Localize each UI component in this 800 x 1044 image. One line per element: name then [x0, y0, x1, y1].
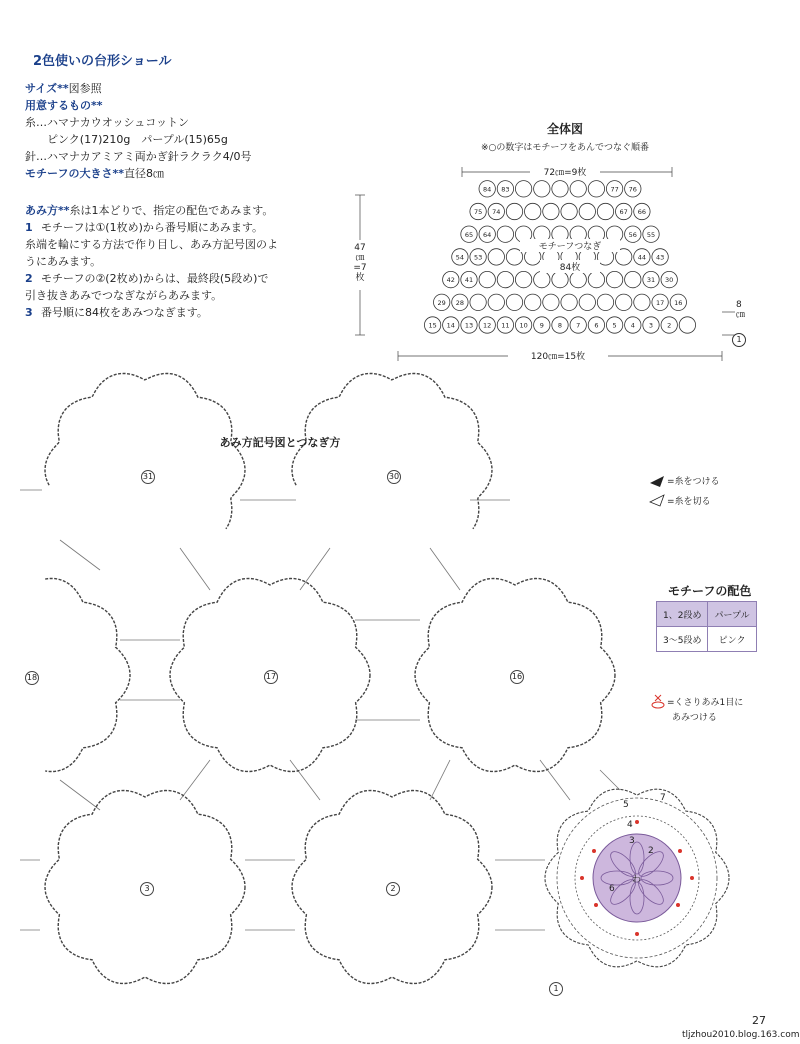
- overview-motif-number: 30: [665, 276, 674, 285]
- step-1-line-3: うにあみます。: [25, 255, 102, 268]
- overview-motif: [634, 294, 650, 310]
- overview-motif: [543, 294, 559, 310]
- overview-motif: [497, 271, 513, 287]
- color-row-1: [657, 602, 757, 627]
- overview-motif: [515, 271, 531, 287]
- overview-motif: [552, 271, 568, 287]
- overview-motif-number: 10: [519, 321, 528, 330]
- overview-motif-number: 17: [655, 298, 665, 307]
- overview-motif-number: 16: [674, 298, 683, 307]
- overview-title: 全体図: [546, 122, 583, 136]
- overview-motif: [497, 226, 513, 242]
- round-label-6: 6: [609, 884, 615, 894]
- overview-motif-number: 55: [646, 230, 656, 239]
- attach-yarn-icon: [650, 476, 664, 487]
- overview-motif: [506, 203, 522, 219]
- motif-size-label: モチーフの大きさ**: [25, 167, 124, 180]
- overview-motif: [525, 294, 541, 310]
- step-2-text: モチーフの②(2枚め)からは、最終段(5段め)で: [41, 272, 269, 285]
- yarn-line: 糸…ハマナカウオッシュコットン: [25, 116, 190, 129]
- overview-motif-number: 31: [646, 276, 656, 285]
- overview-motif-number: 15: [428, 321, 437, 330]
- motif-size-value: 直径8㎝: [123, 167, 164, 180]
- color-row-2-color: ピンク: [708, 627, 756, 652]
- motif-flowers: [45, 374, 615, 984]
- size-label: サイズ**: [25, 82, 69, 95]
- overview-motif-number: 67: [619, 208, 628, 217]
- instructions-intro-text: 糸は1本どりで、指定の配色であみます。: [69, 204, 274, 217]
- step-3-text: 番号順に84枚をあみつなぎます。: [41, 306, 208, 319]
- overview-motif: [506, 294, 522, 310]
- flower-motif-outline: [45, 579, 130, 772]
- overview-motif-number: 66: [637, 208, 647, 217]
- overview-motif-number: 29: [437, 298, 446, 307]
- legend-join-line-2: あみつける: [672, 713, 717, 723]
- overview-motif-number: 42: [446, 276, 455, 285]
- motif-label-31: 31: [141, 470, 155, 484]
- step-1-line-2: 糸端を輪にする方法で作り目し、あみ方記号図のよ: [25, 238, 278, 251]
- overview-motif: [588, 181, 604, 197]
- motif-label-18: 18: [25, 671, 39, 685]
- round-label-7: 7: [660, 793, 666, 803]
- instructions-label: あみ方**: [25, 204, 70, 217]
- overview-motif: [488, 294, 504, 310]
- overview-center-label-1: モチーフつなぎ: [520, 239, 620, 252]
- ring-label: わ: [632, 875, 642, 885]
- overview-motif-grid: [424, 181, 695, 334]
- round-label-5: 5: [623, 800, 629, 810]
- color-table-title: モチーフの配色: [668, 584, 752, 598]
- overview-motif-number: 9: [539, 321, 544, 330]
- overview-motif: [606, 271, 622, 287]
- page-number: 27: [752, 1014, 766, 1027]
- overview-motif-number: 11: [501, 321, 510, 330]
- overview-motif-number: 56: [628, 230, 637, 239]
- overview-motif-number: 75: [473, 208, 483, 217]
- overview-motif: [552, 181, 568, 197]
- overview-center-label-2: 84枚: [540, 260, 600, 273]
- overview-motif-number: 43: [655, 253, 665, 262]
- overview-bottom-width: 120㎝=15枚: [508, 349, 608, 362]
- motif-label-30: 30: [387, 470, 401, 484]
- overview-motif-number: 41: [464, 276, 474, 285]
- round-label-3: 3: [629, 836, 635, 846]
- materials-label: 用意するもの**: [25, 99, 103, 112]
- overview-motif-number: 6: [594, 321, 599, 330]
- legend-cut: =糸を切る: [667, 497, 711, 507]
- step-1-text: モチーフは①(1枚め)から番号順にあみます。: [41, 221, 264, 234]
- color-table: [656, 601, 757, 652]
- motif-label-3: 3: [140, 882, 154, 896]
- overview-motif-number: 76: [628, 185, 637, 194]
- overview-motif: [679, 317, 695, 333]
- overview-motif-number: 7: [576, 321, 581, 330]
- overview-motif-number: 8: [557, 321, 563, 330]
- overview-motif-number: 65: [464, 230, 474, 239]
- step-2-number: 2: [25, 272, 33, 285]
- join-chain-icon: [652, 695, 664, 708]
- yarn-colors: ピンク(17)210g パープル(15)65g: [47, 133, 228, 146]
- page-title: 2色使いの台形ショール: [33, 54, 172, 69]
- round-label-2: 2: [648, 846, 654, 856]
- flower-motif-outline: [45, 374, 245, 529]
- cut-yarn-icon: [650, 495, 664, 506]
- step-3-number: 3: [25, 306, 33, 319]
- legend-join-line-1: =くさりあみ1目に: [667, 698, 744, 708]
- overview-motif: [534, 181, 550, 197]
- step-2-line-2: 引き抜きあみでつなぎながらあみます。: [25, 289, 223, 302]
- overview-motif-number: 83: [501, 185, 510, 194]
- overview-motif: [543, 203, 559, 219]
- step-1-number: 1: [25, 221, 33, 234]
- size-value: 図参照: [68, 82, 102, 95]
- motif-label-2: 2: [386, 882, 400, 896]
- overview-motif-number: 53: [473, 253, 483, 262]
- overview-motif: [488, 249, 504, 265]
- overview-motif-number: 12: [483, 321, 492, 330]
- overview-motif-number: 54: [455, 253, 465, 262]
- overview-motif: [616, 294, 632, 310]
- motif-label-17: 17: [264, 670, 278, 684]
- overview-top-width: 72㎝=9枚: [530, 165, 600, 178]
- join-lines: [20, 490, 620, 930]
- overview-motif: [515, 181, 531, 197]
- color-row-2-rounds: 3～5段め: [657, 627, 708, 652]
- overview-motif-number: 2: [667, 321, 672, 330]
- diagram-title: あみ方記号図とつなぎ方: [219, 436, 341, 449]
- flower-motif-outline: [292, 374, 492, 529]
- overview-motif-number: 5: [612, 321, 617, 330]
- overview-motif: [579, 203, 595, 219]
- overview-motif: [597, 203, 613, 219]
- overview-motif-height: 8㎝: [736, 300, 746, 320]
- overview-motif: [579, 294, 595, 310]
- round-label-4: 4: [627, 820, 633, 830]
- overview-motif-number: 77: [610, 185, 619, 194]
- overview-motif-number: 74: [492, 208, 501, 217]
- hook-line: 針…ハマナカアミアミ両かぎ針ラクラク4/0号: [25, 150, 252, 163]
- overview-motif: [561, 203, 577, 219]
- overview-note: ※○の数字はモチーフをあんでつなぐ順番: [481, 143, 649, 153]
- overview-motif: [570, 181, 586, 197]
- overview-motif-number: 84: [483, 185, 492, 194]
- overview-motif: [570, 271, 586, 287]
- source-text: tljzhou2010.blog.163.com: [682, 1030, 800, 1040]
- overview-motif-number: 14: [446, 321, 455, 330]
- color-row-1-color: パープル: [708, 602, 756, 627]
- overview-motif-number: 4: [630, 321, 635, 330]
- overview-motif: [534, 271, 550, 287]
- overview-motif: [525, 203, 541, 219]
- overview-motif: [479, 271, 495, 287]
- overview-height: 47㎝=7枚: [353, 243, 367, 283]
- overview-start-marker: 1: [732, 333, 746, 347]
- overview-motif-number: 44: [637, 253, 647, 262]
- overview-motif: [561, 294, 577, 310]
- legend-attach: =糸をつける: [667, 477, 720, 487]
- motif-label-1: 1: [549, 982, 563, 996]
- overview-motif-number: 28: [455, 298, 465, 307]
- overview-motif: [597, 294, 613, 310]
- overview-motif-number: 13: [464, 321, 474, 330]
- overview-motif-number: 3: [648, 321, 654, 330]
- overview-motif: [470, 294, 486, 310]
- color-row-1-rounds: 1、2段め: [657, 602, 708, 627]
- motif-label-16: 16: [510, 670, 524, 684]
- overview-motif: [625, 271, 641, 287]
- overview-motif: [588, 271, 604, 287]
- color-row-2: [657, 627, 757, 652]
- overview-motif-number: 64: [483, 230, 492, 239]
